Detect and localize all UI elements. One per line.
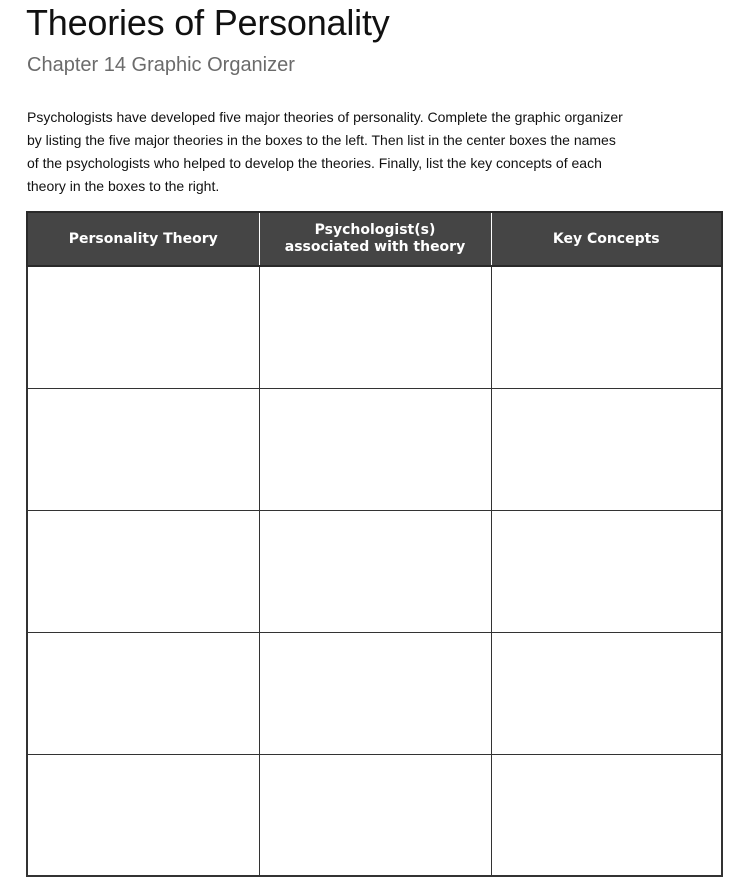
header-key-concepts: Key Concepts: [491, 212, 722, 266]
table-row: [27, 266, 722, 388]
key-concepts-cell[interactable]: [491, 388, 722, 510]
key-concepts-cell[interactable]: [491, 510, 722, 632]
page-subtitle: Chapter 14 Graphic Organizer: [27, 54, 295, 76]
table-row: [27, 510, 722, 632]
theory-cell[interactable]: [27, 266, 259, 388]
theory-cell[interactable]: [27, 632, 259, 754]
header-personality-theory: Personality Theory: [27, 212, 259, 266]
key-concepts-cell[interactable]: [491, 632, 722, 754]
table-row: [27, 632, 722, 754]
psychologists-cell[interactable]: [259, 388, 491, 510]
key-concepts-cell[interactable]: [491, 754, 722, 876]
instructions-line: of the psychologists who helped to develop the theories. Finally, list the key concepts of each: [27, 155, 602, 171]
psychologists-cell[interactable]: [259, 510, 491, 632]
psychologists-cell[interactable]: [259, 754, 491, 876]
psychologists-cell[interactable]: [259, 266, 491, 388]
header-psychologists-line1: Psychologist(s): [314, 222, 436, 238]
key-concepts-cell[interactable]: [491, 266, 722, 388]
header-psychologists: [259, 212, 491, 266]
instructions-line: Psychologists have developed five major theories of personality. Complete the graphic organizer: [27, 109, 623, 125]
instructions-paragraph: [27, 106, 727, 198]
theory-cell[interactable]: [27, 754, 259, 876]
header-row: [27, 212, 722, 266]
instructions-line: by listing the five major theories in the boxes to the left. Then list in the center boxes the names: [27, 132, 616, 148]
theory-cell[interactable]: [27, 388, 259, 510]
graphic-organizer-table: [26, 211, 723, 877]
table-row: [27, 754, 722, 876]
page-title: Theories of Personality: [26, 2, 390, 43]
instructions-line: theory in the boxes to the right.: [27, 178, 220, 194]
theory-cell[interactable]: [27, 510, 259, 632]
psychologists-cell[interactable]: [259, 632, 491, 754]
table-row: [27, 388, 722, 510]
header-psychologists-line2: associated with theory: [284, 239, 466, 255]
